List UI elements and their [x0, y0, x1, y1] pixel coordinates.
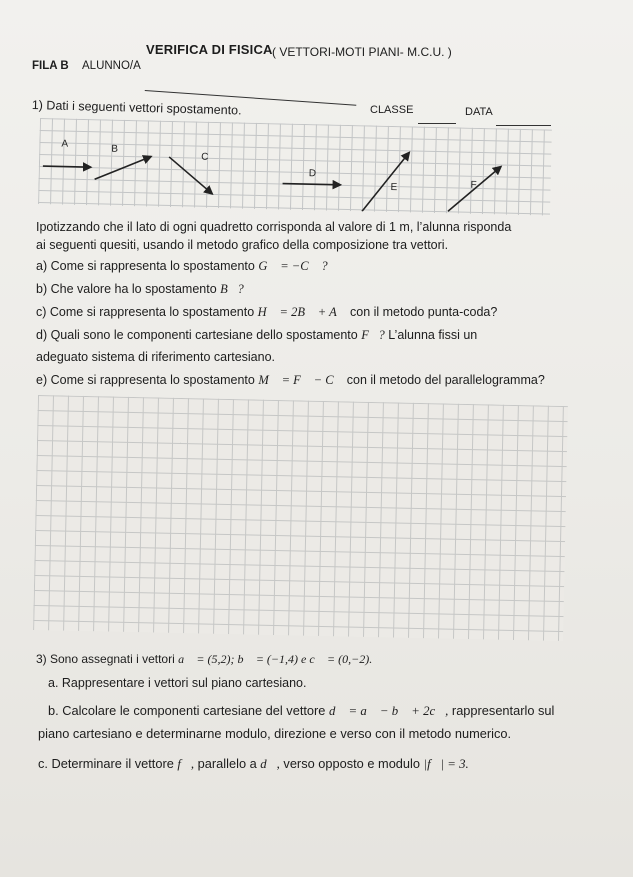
question-c-tail: con il metodo punta-coda?	[346, 305, 498, 319]
worksheet-subtitle: ( VETTORI-MOTI PIANI- M.C.U. )	[272, 45, 452, 59]
exercise3-a: a. Rappresentare i vettori sul piano cartesiano.	[48, 676, 307, 690]
vector-f-label: F	[470, 179, 477, 191]
exercise3-c-d: d⃗,	[260, 757, 280, 771]
exercise3-intro-text: 3) Sono assegnati i vettori	[36, 652, 179, 666]
data-field[interactable]	[496, 108, 551, 126]
exercise3-c	[38, 756, 469, 772]
alunno-label: ALUNNO/A	[82, 60, 141, 72]
worksheet-title: VERIFICA DI FISICA	[146, 42, 273, 57]
question-e-formula: M⃗ = F⃗ − C⃗	[258, 373, 344, 387]
classe-label: CLASSE	[370, 104, 414, 116]
question-c	[36, 305, 497, 320]
exercise1-text-line2: ai seguenti quesiti, usando il metodo grafico della composizione tra vettori.	[36, 238, 449, 252]
exercise3-b-text: b. Calcolare le componenti cartesiane del vettore	[48, 703, 329, 718]
exercise3-b	[48, 703, 554, 719]
exercise3-b-formula: d⃗ = a⃗ − b⃗ + 2c⃗,	[328, 704, 449, 718]
question-a-text: a) Come si rappresenta lo spostamento	[36, 259, 259, 273]
vectors-grid	[38, 118, 552, 216]
question-e-tail: con il metodo del parallelogramma?	[343, 373, 545, 387]
question-c-formula: H⃗ = 2B⃗ + A⃗	[257, 305, 347, 319]
question-a	[36, 259, 328, 274]
vectors-drawing	[38, 118, 552, 216]
question-d-tail: L’alunna fissi un	[384, 328, 478, 342]
exercise3-c-text: c. Determinare il vettore	[38, 756, 178, 771]
vector-c-label: C	[201, 151, 209, 163]
exercise3-c-mid: parallelo a	[194, 756, 261, 771]
exercise3-c-modulus: |f⃗| = 3.	[423, 757, 469, 771]
fila-label: FILA B	[32, 60, 69, 72]
vector-b-arrow	[95, 155, 152, 180]
exercise3-c-f: f⃗,	[177, 757, 195, 771]
vector-d-label: D	[308, 168, 317, 180]
vector-e-arrow	[362, 151, 409, 212]
exercise1-intro: 1) Dati i seguenti vettori spostamento.	[31, 98, 242, 118]
classe-field[interactable]	[418, 106, 456, 124]
exercise3-intro	[36, 652, 372, 667]
vector-a-label: A	[61, 138, 69, 150]
question-d-text: d) Quali sono le componenti cartesiane dello spostamento	[36, 328, 362, 342]
exercise3-vectors: a⃗ = (5,2); b⃗ = (−1,4) e c⃗ = (0,−2).	[178, 652, 373, 666]
question-d-line2: adeguato sistema di riferimento cartesiano.	[36, 350, 276, 364]
question-e	[36, 373, 545, 388]
exercise1-text-line1: Ipotizzando che il lato di ogni quadretto corrisponda al valore di 1 m, l’alunna risponda	[36, 220, 512, 234]
alunno-field[interactable]	[145, 73, 358, 104]
vector-d-arrow	[283, 184, 341, 185]
vector-e-label: E	[390, 181, 398, 194]
question-b-text: b) Che valore ha lo spostamento	[36, 282, 221, 296]
data-label: DATA	[465, 106, 493, 118]
vector-a-arrow	[43, 166, 91, 167]
question-c-text: c) Come si rappresenta lo spostamento	[36, 305, 258, 319]
exercise3-c-tail: verso opposto e modulo	[279, 756, 424, 771]
question-a-formula: G⃗ = −C⃗ ?	[258, 259, 328, 273]
vector-b-label: B	[111, 143, 119, 155]
answer-grid[interactable]	[33, 395, 568, 641]
question-b	[36, 282, 244, 297]
exercise3-b-line2: piano cartesiano e determinarne modulo, direzione e verso con il metodo numerico.	[38, 726, 512, 741]
exercise3-b-tail: rappresentarlo sul	[448, 703, 555, 718]
question-e-text: e) Come si rappresenta lo spostamento	[36, 373, 259, 387]
question-d-formula: F⃗?	[361, 328, 385, 342]
question-d	[36, 328, 477, 343]
question-b-formula: B⃗?	[220, 282, 244, 296]
